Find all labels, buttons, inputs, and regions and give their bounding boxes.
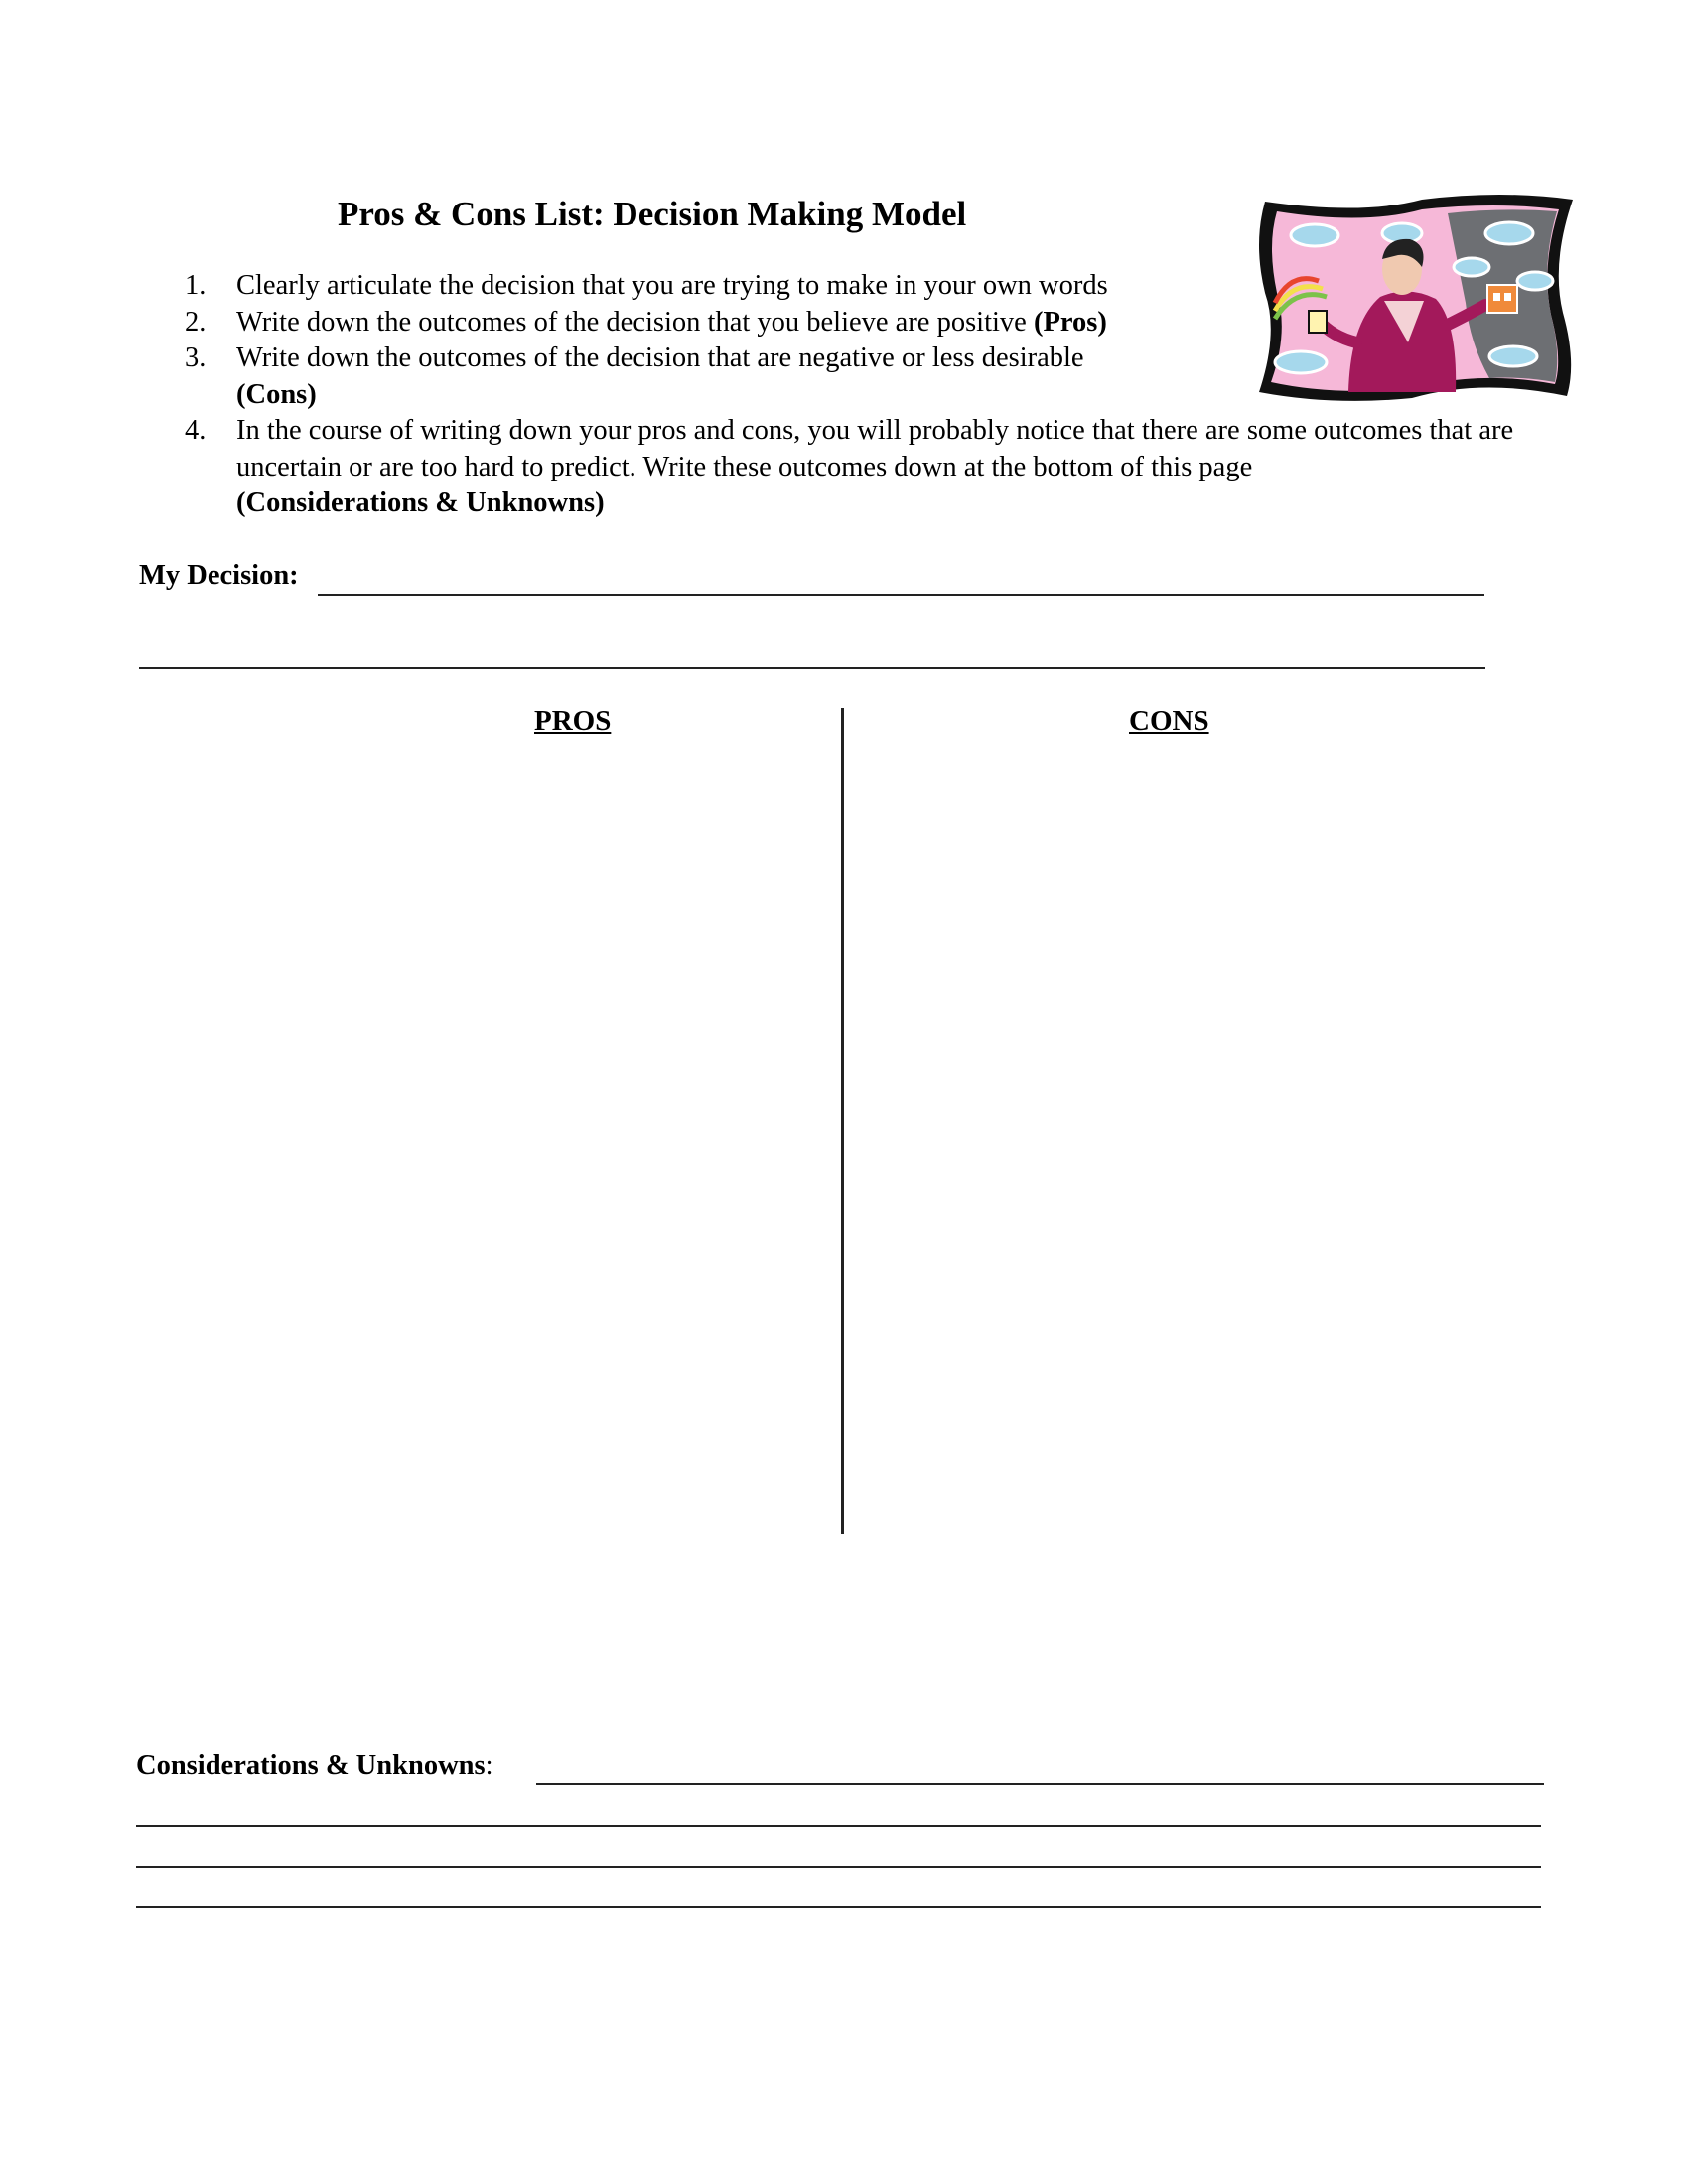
page-title: Pros & Cons List: Decision Making Model xyxy=(338,195,967,233)
instruction-number: 1. xyxy=(185,270,207,301)
instruction-number: 3. xyxy=(185,342,207,373)
pros-heading: PROS xyxy=(534,705,612,737)
cons-heading: CONS xyxy=(1129,705,1209,737)
considerations-line-1[interactable] xyxy=(536,1783,1544,1785)
instruction-text: In the course of writing down your pros and cons, you will probably notice that there are some outcomes that are uncertain or are too hard to predict. Write these outcomes down at the bottom of this page xyxy=(236,415,1514,482)
considerations-line-2[interactable] xyxy=(136,1825,1541,1827)
column-divider xyxy=(841,708,844,1534)
decision-line-1[interactable] xyxy=(318,594,1484,596)
instruction-item-4 xyxy=(179,413,1529,522)
considerations-label-text: Considerations & Unknowns xyxy=(136,1750,486,1781)
considerations-label xyxy=(136,1750,493,1782)
instruction-label: (Pros) xyxy=(1033,306,1107,338)
considerations-colon: : xyxy=(485,1750,493,1781)
decision-clipart-icon xyxy=(1253,194,1585,404)
instruction-text: Write down the outcomes of the decision that are negative or less desirable xyxy=(236,342,1084,373)
instruction-label: (Considerations & Unknowns) xyxy=(236,487,605,518)
instruction-text: Write down the outcomes of the decision that you believe are positive xyxy=(236,306,1034,338)
considerations-line-3[interactable] xyxy=(136,1866,1541,1868)
decision-line-2[interactable] xyxy=(139,667,1485,669)
instruction-number: 4. xyxy=(185,415,207,446)
considerations-line-4[interactable] xyxy=(136,1906,1541,1908)
instruction-text: Clearly articulate the decision that you are trying to make in your own words xyxy=(236,270,1108,301)
decision-label: My Decision: xyxy=(139,560,299,591)
instruction-label: (Cons) xyxy=(236,378,317,410)
instruction-number: 2. xyxy=(185,306,207,338)
